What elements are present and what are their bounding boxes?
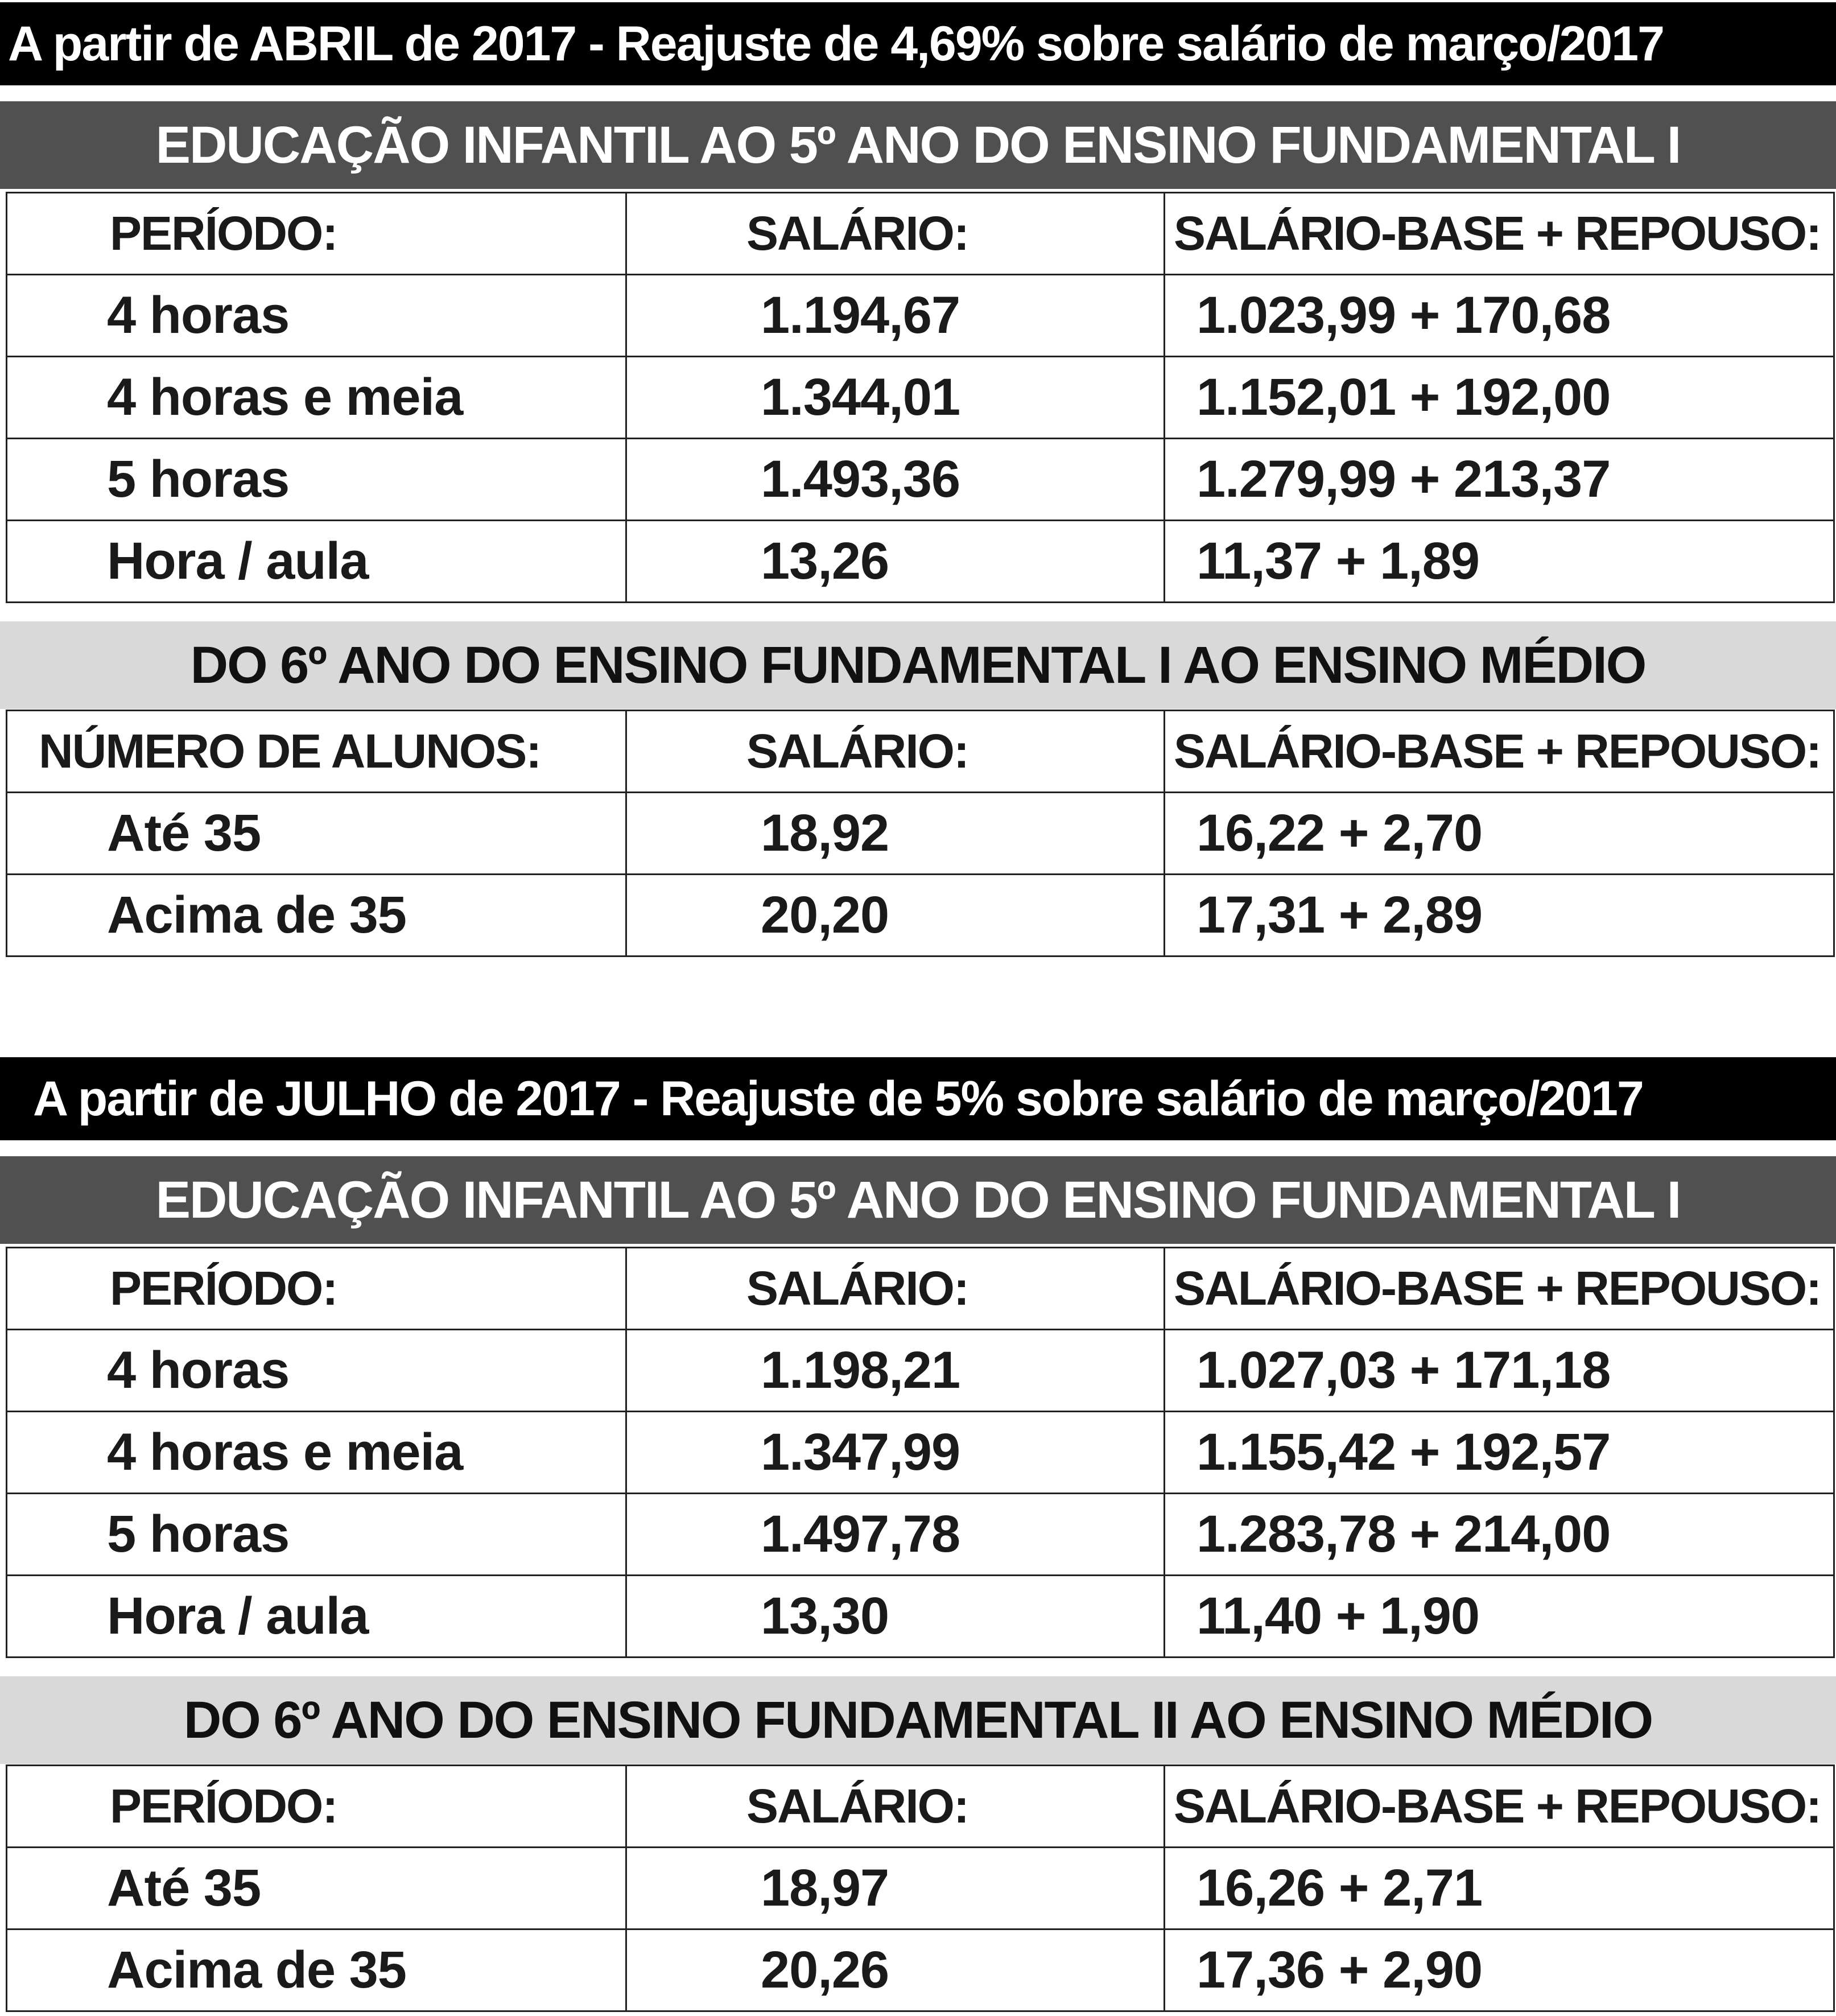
table-infantil-abril	[6, 192, 1835, 603]
cell-salario: 1.493,36	[626, 439, 1165, 521]
cell-salario-base-repouso: 17,36 + 2,90	[1165, 1930, 1834, 2011]
table-row	[7, 1330, 1834, 1412]
title-infantil-julho	[0, 1156, 1836, 1244]
header-periodo: PERÍODO:	[7, 1766, 626, 1848]
cell-salario: 20,26	[626, 1930, 1165, 2011]
cell-salario: 18,92	[626, 793, 1165, 875]
table-medio-julho	[6, 1764, 1835, 2012]
cell-salario-base-repouso: 1.279,99 + 213,37	[1165, 439, 1834, 521]
cell-periodo: 4 horas	[7, 1330, 626, 1412]
cell-salario-base-repouso: 1.027,03 + 171,18	[1165, 1330, 1834, 1412]
cell-alunos: Até 35	[7, 793, 626, 875]
cell-salario: 1.198,21	[626, 1330, 1165, 1412]
header-salario: SALÁRIO:	[626, 1766, 1165, 1848]
table-row	[7, 875, 1834, 957]
cell-salario: 13,26	[626, 521, 1165, 603]
title-infantil-julho-text: EDUCAÇÃO INFANTIL AO 5º ANO DO ENSINO FUNDAMENTAL I	[155, 1170, 1681, 1229]
banner-abril	[0, 2, 1836, 85]
table-row	[7, 793, 1834, 875]
cell-periodo: 5 horas	[7, 1494, 626, 1576]
title-infantil-abril	[0, 101, 1836, 189]
table-row	[7, 275, 1834, 357]
cell-salario-base-repouso: 16,26 + 2,71	[1165, 1848, 1834, 1930]
cell-salario: 20,20	[626, 875, 1165, 957]
cell-salario-base-repouso: 11,37 + 1,89	[1165, 521, 1834, 603]
cell-salario-base-repouso: 17,31 + 2,89	[1165, 875, 1834, 957]
cell-periodo: 4 horas	[7, 275, 626, 357]
table-infantil-julho	[6, 1247, 1835, 1658]
table-row	[7, 439, 1834, 521]
table-row	[7, 521, 1834, 603]
banner-julho	[0, 1057, 1836, 1140]
header-salario-base-repouso: SALÁRIO-BASE + REPOUSO:	[1165, 711, 1834, 793]
cell-periodo: 4 horas e meia	[7, 357, 626, 439]
cell-salario: 13,30	[626, 1576, 1165, 1658]
table-medio-abril	[6, 710, 1835, 957]
cell-alunos: Acima de 35	[7, 1930, 626, 2011]
cell-salario: 1.497,78	[626, 1494, 1165, 1576]
title-medio-abril	[0, 621, 1836, 709]
header-numero-de-alunos: NÚMERO DE ALUNOS:	[7, 711, 626, 793]
cell-salario-base-repouso: 1.023,99 + 170,68	[1165, 275, 1834, 357]
cell-periodo: 5 horas	[7, 439, 626, 521]
cell-salario: 1.347,99	[626, 1412, 1165, 1494]
header-salario: SALÁRIO:	[626, 1248, 1165, 1330]
cell-salario-base-repouso: 1.152,01 + 192,00	[1165, 357, 1834, 439]
title-infantil-abril-text: EDUCAÇÃO INFANTIL AO 5º ANO DO ENSINO FUNDAMENTAL I	[155, 116, 1681, 174]
header-periodo: PERÍODO:	[7, 1248, 626, 1330]
table-row	[7, 1930, 1834, 2011]
cell-salario-base-repouso: 1.155,42 + 192,57	[1165, 1412, 1834, 1494]
banner-julho-text: A partir de JULHO de 2017 - Reajuste de 5% sobre salário de março/2017	[33, 1071, 1643, 1126]
title-medio-julho-text: DO 6º ANO DO ENSINO FUNDAMENTAL II AO ENSINO MÉDIO	[183, 1691, 1653, 1749]
table-row	[7, 357, 1834, 439]
cell-periodo: Hora / aula	[7, 1576, 626, 1658]
header-periodo: PERÍODO:	[7, 193, 626, 275]
header-salario-base-repouso: SALÁRIO-BASE + REPOUSO:	[1165, 1248, 1834, 1330]
table-row	[7, 1576, 1834, 1658]
cell-periodo: Hora / aula	[7, 521, 626, 603]
table-header-row	[7, 1766, 1834, 1848]
title-medio-abril-text: DO 6º ANO DO ENSINO FUNDAMENTAL I AO ENSINO MÉDIO	[190, 636, 1646, 694]
table-row	[7, 1412, 1834, 1494]
banner-abril-text: A partir de ABRIL de 2017 - Reajuste de 4,69% sobre salário de março/2017	[8, 16, 1664, 71]
cell-salario-base-repouso: 11,40 + 1,90	[1165, 1576, 1834, 1658]
cell-salario-base-repouso: 16,22 + 2,70	[1165, 793, 1834, 875]
cell-salario-base-repouso: 1.283,78 + 214,00	[1165, 1494, 1834, 1576]
title-medio-julho	[0, 1676, 1836, 1764]
table-row	[7, 1494, 1834, 1576]
cell-periodo: 4 horas e meia	[7, 1412, 626, 1494]
table-header-row	[7, 1248, 1834, 1330]
table-header-row	[7, 193, 1834, 275]
header-salario-base-repouso: SALÁRIO-BASE + REPOUSO:	[1165, 1766, 1834, 1848]
cell-alunos: Até 35	[7, 1848, 626, 1930]
cell-salario: 18,97	[626, 1848, 1165, 1930]
table-row	[7, 1848, 1834, 1930]
table-header-row	[7, 711, 1834, 793]
cell-salario: 1.344,01	[626, 357, 1165, 439]
header-salario: SALÁRIO:	[626, 193, 1165, 275]
header-salario: SALÁRIO:	[626, 711, 1165, 793]
header-salario-base-repouso: SALÁRIO-BASE + REPOUSO:	[1165, 193, 1834, 275]
cell-alunos: Acima de 35	[7, 875, 626, 957]
cell-salario: 1.194,67	[626, 275, 1165, 357]
